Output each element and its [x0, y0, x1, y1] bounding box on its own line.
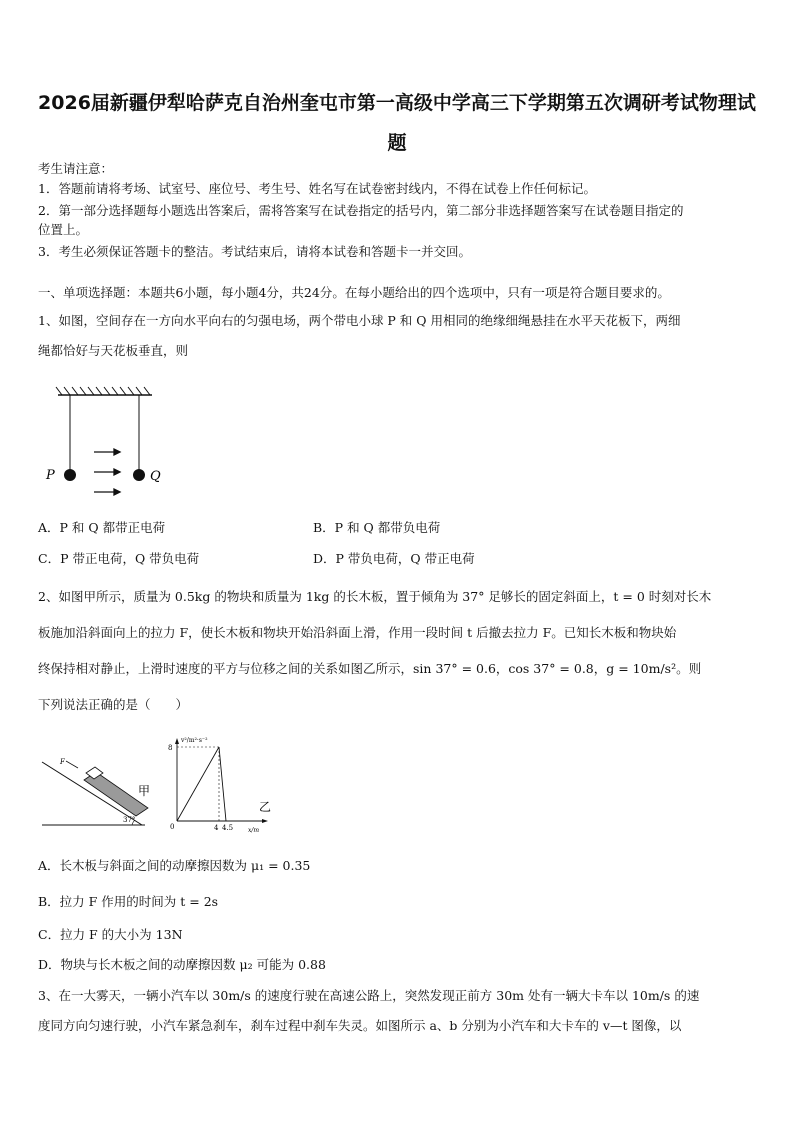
q2-option-c: C．拉力 F 的大小为 13N	[38, 927, 183, 942]
graph-line-fall	[219, 747, 226, 821]
q2-option-d: D．物块与长木板之间的动摩擦因数 μ₂ 可能为 0.88	[38, 957, 326, 972]
q1-option-d: D．P 带负电荷，Q 带正电荷	[313, 551, 475, 566]
notice-item-3: 3．考生必须保证答题卡的整洁。考试结束后，请将本试卷和答题卡一并交回。	[38, 244, 471, 259]
notice-heading: 考生请注意：	[38, 161, 114, 176]
label-f: F	[60, 758, 65, 766]
q1-figure	[40, 385, 180, 505]
notice-item-2: 2．第一部分选择题每小题选出答案后，需将答案写在试卷指定的括号内，第二部分非选择题答案写在试卷题目指定的	[38, 203, 684, 218]
q1-option-c: C．P 带正电荷，Q 带负电荷	[38, 551, 200, 566]
q2-stem-line2: 板施加沿斜面向上的拉力 F，使长木板和物块开始沿斜面上滑，作用一段时间 t 后撤去拉力 F。已知长木板和物块始	[38, 625, 677, 640]
section-heading: 一、单项选择题：本题共6小题，每小题4分，共24分。在每小题给出的四个选项中，只有一项是符合题目要求的。	[38, 285, 670, 300]
q3-stem-line1: 3、在一大雾天，一辆小汽车以 30m/s 的速度行驶在高速公路上，突然发现正前方 30m 处有一辆大卡车以 10m/s 的速	[38, 988, 700, 1003]
field-arrows	[94, 449, 120, 495]
q2-option-a: A．长木板与斜面之间的动摩擦因数为 μ₁ = 0.35	[38, 858, 311, 873]
tick-x45: 4.5	[222, 824, 234, 832]
q1-option-b: B．P 和 Q 都带负电荷	[313, 520, 441, 535]
tick-origin: 0	[170, 823, 175, 831]
graph-line-rise	[177, 747, 219, 821]
q2-option-b: B．拉力 F 作用的时间为 t = 2s	[38, 894, 219, 909]
ball-q	[133, 469, 145, 481]
ball-p	[64, 469, 76, 481]
label-angle: 37°	[123, 816, 136, 824]
exam-title-line1: 2026届新疆伊犁哈萨克自治州奎屯市第一高级中学高三下学期第五次调研考试物理试	[38, 92, 756, 114]
q2-stem-line3: 终保持相对静止，上滑时速度的平方与位移之间的关系如图乙所示，sin 37° = 0.6，cos 37° = 0.8，g = 10m/s²。则	[38, 661, 702, 676]
tick-y8: 8	[168, 744, 173, 752]
label-q: Q	[150, 469, 161, 484]
q1-stem-line1: 1、如图，空间存在一方向水平向右的匀强电场，两个带电小球 P 和 Q 用相同的绝缘细绳悬挂在水平天花板下，两细	[38, 313, 681, 328]
q1-option-a: A．P 和 Q 都带正电荷	[38, 520, 166, 535]
q2-figure-yi	[165, 733, 285, 833]
tick-x4: 4	[214, 824, 219, 832]
q2-stem-line1: 2、如图甲所示，质量为 0.5kg 的物块和质量为 1kg 的长木板，置于倾角为 37° 足够长的固定斜面上，t = 0 时刻对长木	[38, 589, 712, 604]
axis-xlabel: x/m	[248, 827, 260, 833]
notice-item-2-cont: 位置上。	[38, 222, 89, 237]
q3-stem-line2: 度同方向匀速行驶，小汽车紧急刹车，刹车过程中刹车失灵。如图所示 a、b 分别为小汽车和大卡车的 v—t 图像，以	[38, 1018, 682, 1033]
q2-stem-line4: 下列说法正确的是（ ）	[38, 697, 189, 712]
axis-ylabel: v²/m²·s⁻²	[181, 737, 208, 744]
label-yi: 乙	[259, 800, 272, 814]
q1-stem-line2: 绳都恰好与天花板垂直，则	[38, 343, 189, 358]
label-jia: 甲	[138, 784, 151, 798]
q2-figure-jia	[40, 750, 170, 832]
notice-item-1: 1．答题前请将考场、试室号、座位号、考生号、姓名写在试卷密封线内，不得在试卷上作任何标记。	[38, 181, 596, 196]
label-p: P	[46, 468, 55, 483]
exam-title-line2: 题	[387, 132, 407, 154]
